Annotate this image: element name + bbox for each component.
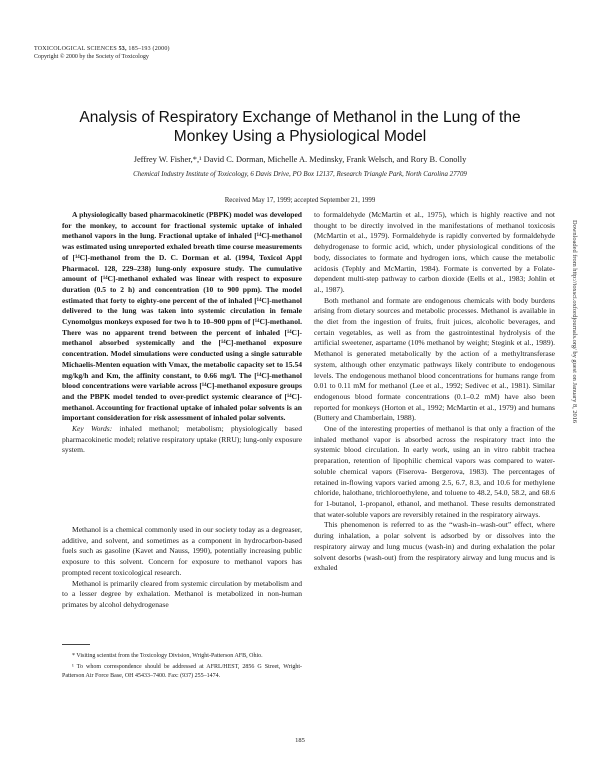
body-paragraph: Methanol is a chemical commonly used in our society today as a degreaser, additive, and solvent, and sometimes as a component in hydrocarbon-based fuels such as gasoline (Kavet and Nauss, 1990), potentially increasing public exposure to this solvent. Concern for exposure to methanol vapors has prompted recent toxicological research. [62, 525, 302, 577]
download-watermark [566, 220, 580, 600]
download-watermark-text[interactable]: Downloaded from http://toxsci.oxfordjournals.org/ by guest on January 8, 2016 [571, 220, 578, 424]
body-paragraph: Both methanol and formate are endogenous chemicals with body burdens arising from dietary sources and metabolic processes. Methanol is available in the diet from the ingestion of fruits, fruit juices, alcoholic beverages, and certain vegetables, as well as from the gastrointestinal hydrolysis of the artificial sweetener, aspartame (10% methanol by weight; Stegink et al., 1989). Methanol is generated metabolically by the action of a methyltransferase system, although other enzymatic pathways likely contribute to endogenous levels. The endogenous methanol blood concentrations for humans range from 0.01 to 0.11 mM for methanol (Lee et al., 1992; Sedivec et al., 1981). Similar endogenous blood formate concentrations (0.1–0.2 mM) have also been reported for monkeys (Horton et al., 1992; McMartin et al., 1979) and humans (Buttery and Chamberlain, 1988). [314, 295, 555, 423]
journal-pages: 185–193 (2000) [128, 46, 170, 52]
keywords [62, 424, 302, 456]
journal-volume: 53, [118, 46, 127, 52]
author-affiliation: Chemical Industry Institute of Toxicology, 6 Davis Drive, PO Box 12137, Research Triangle Park, North Carolina 27709 [133, 171, 467, 178]
paper-title: Analysis of Respiratory Exchange of Methanol in the Lung of the Monkey Using a Physiological Model [79, 109, 521, 145]
keywords-label: Key Words: [72, 424, 113, 434]
body-paragraph: to formaldehyde (McMartin et al., 1975), which is highly reactive and not thought to be directly involved in the manifestations of methanol toxicosis (McMartin et al., 1979). Formaldehyde is rapidly converted by formaldehyde dehydrogenase to formic acid, which, under physiological conditions of the body, dissociates to formate and hydrogen ions, which cause the metabolic acidosis (Tephly and McMartin, 1984). Formate is converted by a Folate-dependent multi-step pathway to carbon dioxide (Eells et al., 1983; Johlin et al., 1987). [314, 210, 555, 294]
body-right-column [314, 210, 555, 574]
footnote: ¹ To whom correspondence should be addressed at AFRL/HEST, 2856 G Street, Wright-Patterson Air Force Base, OH 45433–7400. Fax: (937) 255–1474. [62, 664, 302, 679]
footnotes [62, 652, 302, 683]
copyright-notice: Copyright © 2000 by the Society of Toxicology [34, 54, 149, 60]
footnote: * Visiting scientist from the Toxicology Division, Wright-Patterson AFB, Ohio. [72, 653, 263, 659]
keywords-text: inhaled methanol; metabolism; physiologically based pharmacokinetic model; relative respiratory uptake (RRU); lung-only exposure system. [62, 424, 302, 455]
journal-header [34, 46, 170, 52]
author-list: Jeffrey W. Fisher,*,¹ David C. Dorman, Michelle A. Medinsky, Frank Welsch, and Rory B. Conolly [133, 155, 467, 164]
body-paragraph: This phenomenon is referred to as the “wash-in–wash-out” effect, where during inhalation, a polar solvent is adsorbed by or dissolves into the respiratory airway and lung mucus (wash-in) and during exhalation the polar solvent desorbs (wash-out) from the respiratory airway and lung mucus and is exhaled [314, 520, 555, 573]
body-left-column [62, 525, 302, 611]
body-paragraph: Methanol is primarily cleared from systemic circulation by metabolism and to a lesser degree by exhalation. Methanol is metabolized in non-human primates by alcohol dehydrogenase [62, 578, 302, 609]
page-number: 185 [295, 737, 305, 744]
abstract-text: A physiologically based pharmacokinetic (PBPK) model was developed for the monkey, to account for fractional systemic uptake of inhaled methanol vapors in the lung. Fractional uptake of inhaled [¹⁴C]-methanol was estimated using unreported exhaled breath time course measurements of [¹⁴C]-methanol from the D. C. Dorman et al. (1994, Toxicol Appl Pharmacol. 128, 229–238) lung-only exposure study. The cumulative amount of [¹⁴C]-methanol exhaled was linear with respect to exposure duration (0.5 to 2 h) and concentration (10 to 900 ppm). The model estimated that forty to eighty-one percent of the of inhaled [¹⁴C]-methanol delivered to the lung was taken into systemic circulation in female Cynomolgus monkeys exposed for two h to 10–900 ppm of [¹⁴C]-methanol. There was no apparent trend between the percent of inhaled [¹⁴C]-methanol absorbed systemically and the [¹⁴C]-methanol exposure concentration. Model simulations were conducted using a single saturable Michaelis-Menten equation with Vmax, the metabolic capacity set to 15.54 mg/kg/h and Km, the affinity constant, to 0.66 mg/l. The [¹⁴C]-methanol blood concentrations were variable across [¹⁴C]-methanol exposure groups and the PBPK model tended to over-predict systemic clearance of [¹⁴C]-methanol. Accounting for fractional uptake of inhaled polar solvents is an important consideration for risk assessment of inhaled polar solvents. [62, 210, 302, 423]
body-paragraph: One of the interesting properties of methanol is that only a fraction of the inhaled methanol vapor is absorbed across the respiratory tract into the systemic blood circulation. In early work, using an in vitro rabbit trachea preparation, retention of lipophilic chemical vapors was compared to water-soluble chemical vapors (Fiserova- Bergerova, 1983). The percentages of retained in-flowing vapors varied among 2.5, 6.7, 8.3, and 10.6 for methylene chloride, halothane, trichloroethylene, and toluene to 48.2, 54.0, 58.2, and 68.6 for 1-butanol, 1-propanol, ethanol, and methanol. These results demonstrated that water-soluble vapors are reversibly retained in the respiratory airways. [314, 424, 555, 519]
received-dates: Received May 17, 1999; accepted September 21, 1999 [224, 197, 376, 204]
footnote-divider [62, 644, 90, 645]
abstract [62, 210, 302, 456]
journal-name: TOXICOLOGICAL SCIENCES [34, 46, 117, 52]
